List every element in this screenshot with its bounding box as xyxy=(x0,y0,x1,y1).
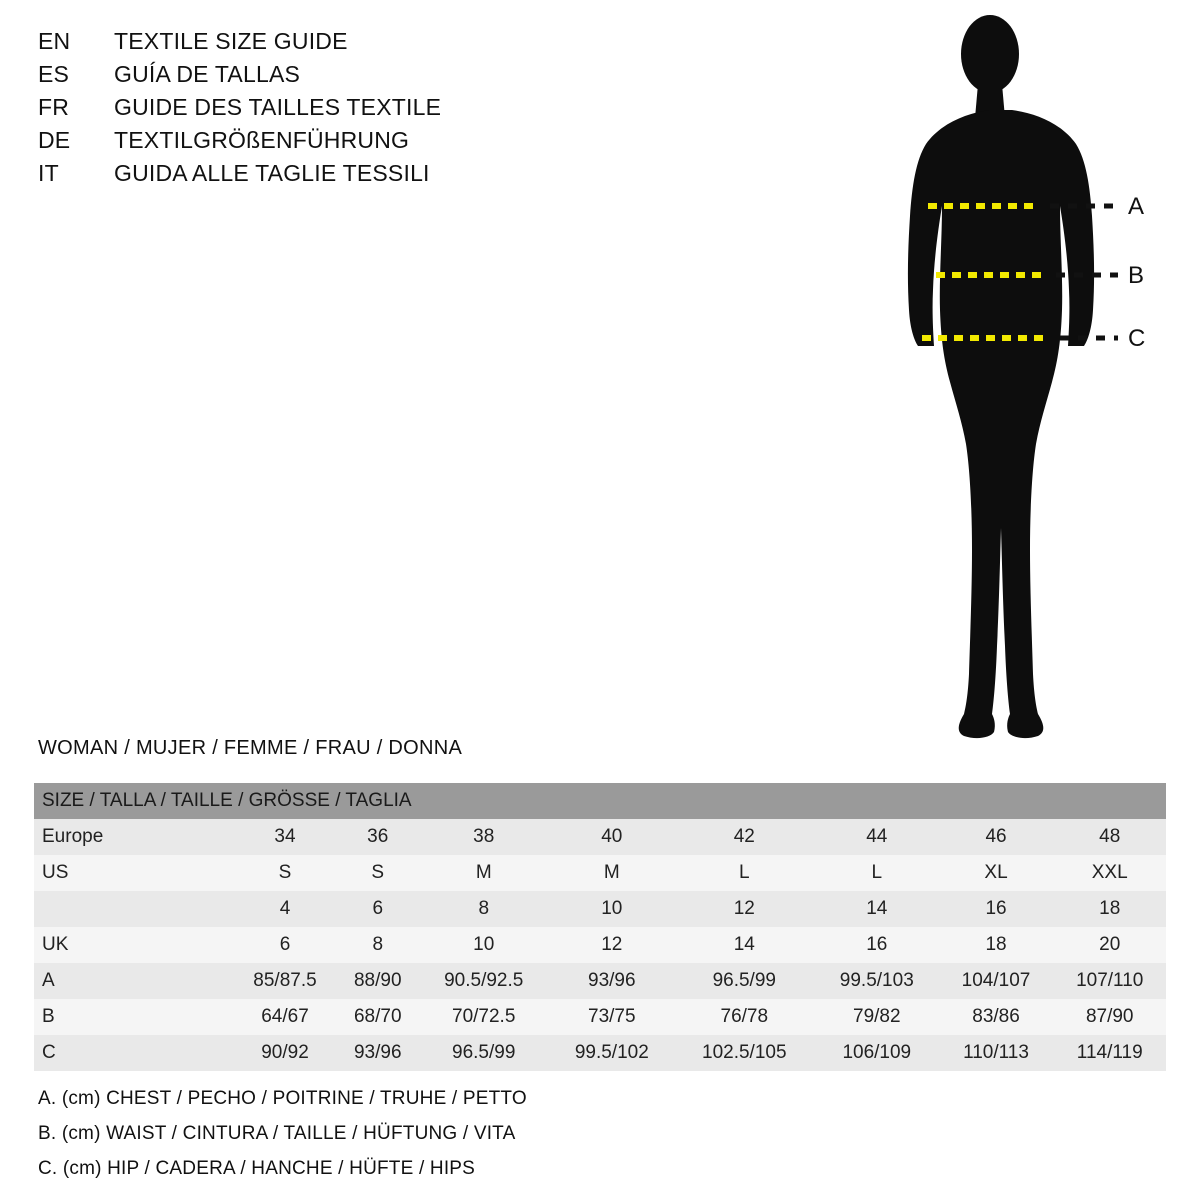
table-head xyxy=(34,783,1166,819)
table-cell: 10 xyxy=(473,934,495,955)
language-code: IT xyxy=(38,160,59,186)
table-cell: XL xyxy=(984,862,1008,883)
table-cell: 114/119 xyxy=(1076,1042,1143,1063)
table-cell: 42 xyxy=(733,826,755,847)
table-row xyxy=(34,927,1166,963)
row-label: Europe xyxy=(42,826,104,847)
table-cell: 10 xyxy=(601,898,623,919)
table-cell: 96.5/99 xyxy=(712,970,776,991)
table-cell: 4 xyxy=(279,898,291,919)
table-row xyxy=(34,855,1166,891)
language-title: GUIDE DES TAILLES TEXTILE xyxy=(114,94,442,120)
row-label: C xyxy=(42,1042,56,1063)
row-label: US xyxy=(42,862,69,883)
table-cell: 14 xyxy=(866,898,888,919)
language-code: DE xyxy=(38,127,71,153)
table-cell: 18 xyxy=(985,934,1007,955)
table-cell: XXL xyxy=(1091,862,1128,883)
table-cell: S xyxy=(278,862,292,883)
table-row xyxy=(34,891,1166,927)
row-label: B xyxy=(42,1006,55,1027)
language-code: ES xyxy=(38,61,70,87)
legend-item-b: B. (cm) WAIST / CINTURA / TAILLE / HÜFTUNG / VITA xyxy=(38,1123,516,1144)
table-cell: 76/78 xyxy=(720,1006,769,1027)
table-cell: 36 xyxy=(367,826,389,847)
table-cell: 99.5/103 xyxy=(839,970,914,991)
language-row xyxy=(38,160,558,187)
row-label xyxy=(34,891,232,927)
body-figure-illustration xyxy=(860,10,1190,740)
measure-marker-b-label: B xyxy=(1128,262,1145,289)
table-cell: M xyxy=(475,862,492,883)
table-cell: 6 xyxy=(279,934,291,955)
size-chart-table xyxy=(34,783,1166,1071)
table-row xyxy=(34,1035,1166,1071)
table-cell: L xyxy=(739,862,750,883)
table-cell: M xyxy=(603,862,620,883)
table-cell: 99.5/102 xyxy=(574,1042,649,1063)
table-row xyxy=(34,819,1166,855)
language-title: TEXTILE SIZE GUIDE xyxy=(114,28,348,54)
table-cell: 104/107 xyxy=(961,970,1031,991)
language-title: TEXTILGRÖßENFÜHRUNG xyxy=(114,127,410,153)
table-cell: 18 xyxy=(1099,898,1121,919)
table-cell: 46 xyxy=(985,826,1007,847)
table-cell: 12 xyxy=(601,934,623,955)
table-cell: 110/113 xyxy=(963,1042,1029,1063)
table-cell: 83/86 xyxy=(972,1006,1020,1027)
table-cell: 96.5/99 xyxy=(452,1042,516,1063)
table-cell: 8 xyxy=(372,934,384,955)
row-label: UK xyxy=(42,934,69,955)
legend-item-c: C. (cm) HIP / CADERA / HANCHE / HÜFTE / HIPS xyxy=(38,1158,476,1179)
measure-marker-c-label: C xyxy=(1128,325,1146,352)
table-cell: 106/109 xyxy=(842,1042,912,1063)
table-cell: 8 xyxy=(478,898,490,919)
table-cell: 48 xyxy=(1099,826,1121,847)
table-cell: 102.5/105 xyxy=(702,1042,787,1063)
language-title: GUIDA ALLE TAGLIE TESSILI xyxy=(114,160,430,186)
table-cell: 12 xyxy=(733,898,755,919)
table-cell: 40 xyxy=(601,826,623,847)
table-cell: 93/96 xyxy=(353,1042,402,1063)
table-cell: 90.5/92.5 xyxy=(444,970,524,991)
language-title-block xyxy=(38,28,558,193)
language-code: FR xyxy=(38,94,70,120)
table-header-row xyxy=(34,783,1166,819)
language-row xyxy=(38,127,558,154)
woman-silhouette-icon xyxy=(860,10,1190,740)
table-cell: 107/110 xyxy=(1076,970,1144,991)
table-cell: 88/90 xyxy=(353,970,402,991)
language-title: GUÍA DE TALLAS xyxy=(114,61,301,87)
table-body xyxy=(34,819,1166,1071)
table-cell: 16 xyxy=(985,898,1007,919)
language-code: EN xyxy=(38,28,71,54)
table-row xyxy=(34,999,1166,1035)
measure-marker-a-label: A xyxy=(1128,193,1145,220)
table-row xyxy=(34,963,1166,999)
language-row xyxy=(38,61,558,88)
table-cell: 79/82 xyxy=(853,1006,901,1027)
table-cell: 68/70 xyxy=(353,1006,402,1027)
legend-item-a: A. (cm) CHEST / PECHO / POITRINE / TRUHE / PETTO xyxy=(38,1088,527,1109)
table-cell: 64/67 xyxy=(261,1006,309,1027)
table-cell: 38 xyxy=(473,826,495,847)
table-cell: 34 xyxy=(274,826,296,847)
table-cell: 70/72.5 xyxy=(452,1006,516,1027)
table-cell: 85/87.5 xyxy=(253,970,317,991)
table-cell: 87/90 xyxy=(1085,1006,1134,1027)
table-cell: 90/92 xyxy=(261,1042,309,1063)
language-row xyxy=(38,28,558,55)
table-cell: S xyxy=(371,862,385,883)
row-label: A xyxy=(42,970,55,991)
table-caption: WOMAN / MUJER / FEMME / FRAU / DONNA xyxy=(38,737,463,759)
table-cell: L xyxy=(871,862,883,883)
table-cell: 93/96 xyxy=(588,970,636,991)
table-cell: 16 xyxy=(866,934,888,955)
table-cell: 73/75 xyxy=(588,1006,636,1027)
table-cell: 44 xyxy=(866,826,888,847)
measurement-legend xyxy=(38,1088,838,1193)
language-row xyxy=(38,94,558,121)
table-header-label: SIZE / TALLA / TAILLE / GRÖSSE / TAGLIA xyxy=(34,783,1166,819)
table-cell: 6 xyxy=(372,898,384,919)
table-cell: 20 xyxy=(1099,934,1121,955)
table-cell: 14 xyxy=(733,934,755,955)
